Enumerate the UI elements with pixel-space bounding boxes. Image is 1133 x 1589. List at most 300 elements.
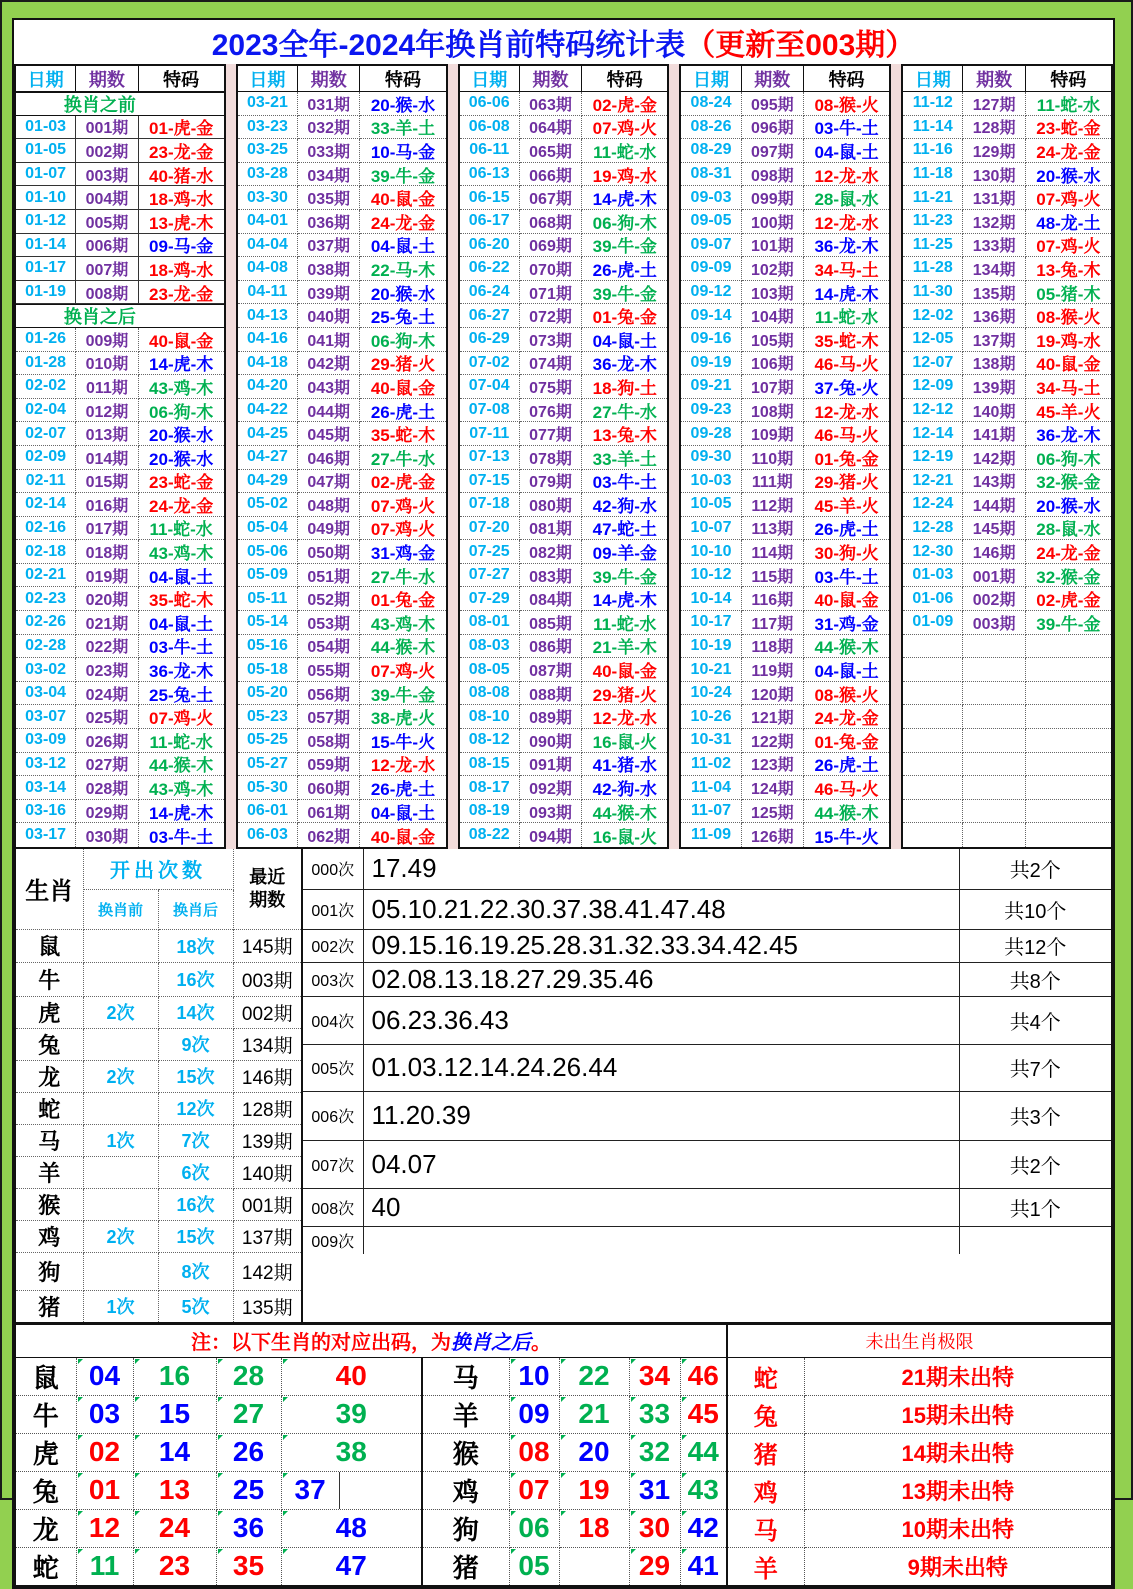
result-code: 08-猴-火	[804, 92, 889, 116]
result-code: 24-龙-金	[804, 705, 889, 729]
frequency-table	[303, 849, 1111, 1322]
result-code: 40-鼠-金	[360, 186, 445, 210]
result-date: 11-30	[903, 281, 963, 305]
result-row	[460, 682, 668, 706]
result-date	[903, 635, 963, 659]
result-period: 135期	[963, 281, 1025, 305]
result-period: 055期	[298, 658, 360, 682]
result-code: 39-牛-金	[360, 163, 445, 187]
zodiac-number: 39	[281, 1395, 421, 1433]
result-date: 03-02	[16, 658, 76, 682]
result-period: 038期	[298, 257, 360, 281]
result-code: 28-鼠-水	[1026, 517, 1111, 541]
zodiac-stats-table	[16, 849, 303, 1322]
result-period: 047期	[298, 470, 360, 494]
results-header-row	[903, 66, 1111, 92]
result-period: 073期	[520, 328, 582, 352]
result-date: 09-23	[681, 399, 741, 423]
result-row	[238, 823, 446, 847]
result-date: 02-28	[16, 635, 76, 659]
zodiac-stat-row	[16, 1124, 301, 1156]
result-period: 006期	[76, 234, 138, 258]
group-separator	[891, 64, 901, 849]
result-code: 13-兔-木	[582, 422, 667, 446]
result-row	[460, 753, 668, 777]
result-date	[903, 753, 963, 777]
result-date: 03-28	[238, 163, 298, 187]
zodiac-number: 46	[680, 1358, 727, 1396]
frequency-numbers: 40	[363, 1188, 959, 1226]
frequency-numbers: 04.07	[363, 1140, 959, 1188]
result-row	[681, 163, 889, 187]
result-code: 24-龙-金	[360, 210, 445, 234]
result-date: 06-29	[460, 328, 520, 352]
result-date: 01-03	[16, 116, 76, 140]
note-highlight: 换肖之后	[451, 1332, 531, 1354]
result-period: 025期	[76, 705, 138, 729]
result-date: 06-03	[238, 823, 298, 847]
frequency-row	[303, 1188, 1111, 1226]
result-period: 118期	[742, 635, 804, 659]
result-row	[903, 682, 1111, 706]
result-date: 02-11	[16, 470, 76, 494]
result-row	[238, 375, 446, 399]
result-code: 20-猴-水	[1026, 493, 1111, 517]
frequency-numbers: 09.15.16.19.25.28.31.32.33.34.42.45	[363, 929, 959, 962]
result-period: 010期	[76, 352, 138, 376]
result-period: 021期	[76, 611, 138, 635]
result-date: 05-30	[238, 776, 298, 800]
frequency-numbers: 01.03.12.14.24.26.44	[363, 1044, 959, 1091]
zodiac-name: 鸡	[16, 1220, 83, 1252]
result-code: 10-马-金	[360, 139, 445, 163]
period-column-header: 期数	[76, 66, 138, 91]
result-period: 014期	[76, 446, 138, 470]
result-row	[903, 658, 1111, 682]
result-code: 46-马-火	[804, 352, 889, 376]
result-code: 26-虎-土	[804, 517, 889, 541]
result-row	[238, 705, 446, 729]
result-period: 004期	[76, 186, 138, 210]
result-date: 08-17	[460, 776, 520, 800]
result-row	[903, 116, 1111, 140]
result-date: 12-07	[903, 352, 963, 376]
result-period: 033期	[298, 139, 360, 163]
result-period: 077期	[520, 422, 582, 446]
missing-zodiac: 鸡	[727, 1471, 804, 1509]
result-row	[681, 540, 889, 564]
result-date: 10-07	[681, 517, 741, 541]
result-row	[238, 470, 446, 494]
result-period	[963, 753, 1025, 777]
group-separator	[669, 64, 679, 849]
result-date: 01-17	[16, 257, 76, 281]
result-code: 37-兔-火	[804, 375, 889, 399]
result-row	[460, 470, 668, 494]
result-code: 14-虎-木	[139, 352, 224, 376]
result-period: 009期	[76, 328, 138, 352]
result-row	[460, 422, 668, 446]
result-date: 08-22	[460, 823, 520, 847]
result-period: 042期	[298, 352, 360, 376]
results-group	[14, 64, 226, 849]
result-code: 16-鼠-火	[582, 729, 667, 753]
results-header-row	[460, 66, 668, 92]
zodiac-number: 43	[680, 1471, 727, 1509]
result-period: 080期	[520, 493, 582, 517]
result-period: 079期	[520, 470, 582, 494]
date-column-header: 日期	[16, 66, 76, 91]
result-date: 06-24	[460, 281, 520, 305]
zodiac-number-map-left	[16, 1358, 421, 1585]
result-date: 06-27	[460, 304, 520, 328]
result-period	[963, 705, 1025, 729]
lottery-results-table	[14, 64, 1113, 849]
result-period	[963, 729, 1025, 753]
period-column-header: 期数	[520, 66, 582, 91]
result-date: 05-16	[238, 635, 298, 659]
result-row	[460, 493, 668, 517]
result-period: 108期	[742, 399, 804, 423]
zodiac-number: 04	[76, 1358, 133, 1396]
zodiac-codes-row	[422, 1358, 1111, 1396]
result-row	[460, 116, 668, 140]
result-date: 07-02	[460, 352, 520, 376]
result-code	[1026, 682, 1111, 706]
result-period: 061期	[298, 800, 360, 824]
zodiac-number-map-section	[14, 1324, 1113, 1587]
missing-periods-text: 14期未出特	[804, 1433, 1111, 1471]
result-row	[681, 234, 889, 258]
result-row	[16, 753, 224, 777]
result-date: 08-03	[460, 635, 520, 659]
frequency-row	[303, 1044, 1111, 1091]
result-date: 10-24	[681, 682, 741, 706]
zodiac-number	[559, 1547, 629, 1585]
result-code: 14-虎-木	[582, 587, 667, 611]
result-code: 28-鼠-水	[804, 186, 889, 210]
result-row	[16, 682, 224, 706]
count-before: 1次	[83, 1124, 158, 1156]
zodiac-number: 38	[281, 1433, 421, 1471]
result-row	[681, 611, 889, 635]
result-row	[681, 375, 889, 399]
result-period	[963, 800, 1025, 824]
result-row	[681, 352, 889, 376]
result-code: 31-鸡-金	[360, 540, 445, 564]
frequency-label: 001次	[303, 889, 363, 929]
result-row	[460, 352, 668, 376]
result-date: 03-16	[16, 800, 76, 824]
result-date: 04-13	[238, 304, 298, 328]
result-code: 19-鸡-水	[1026, 328, 1111, 352]
result-code: 02-虎-金	[582, 92, 667, 116]
result-code: 14-虎-木	[582, 186, 667, 210]
result-date	[903, 823, 963, 847]
zodiac-number: 36	[216, 1509, 281, 1547]
result-date: 05-20	[238, 682, 298, 706]
count-before	[83, 1188, 158, 1220]
result-row	[681, 139, 889, 163]
result-row	[460, 823, 668, 847]
results-group	[458, 64, 670, 849]
result-date: 06-20	[460, 234, 520, 258]
zodiac-number: 41	[680, 1547, 727, 1585]
result-period	[963, 823, 1025, 847]
zodiac-number: 16	[133, 1358, 216, 1396]
result-code: 03-牛-土	[582, 470, 667, 494]
result-period: 049期	[298, 517, 360, 541]
result-date: 02-23	[16, 587, 76, 611]
result-code: 45-羊-火	[804, 493, 889, 517]
result-row	[681, 399, 889, 423]
result-period: 051期	[298, 564, 360, 588]
zodiac-number: 24	[133, 1509, 216, 1547]
result-code	[1026, 705, 1111, 729]
result-code: 04-鼠-土	[804, 139, 889, 163]
result-code: 14-虎-木	[139, 800, 224, 824]
result-period: 039期	[298, 281, 360, 305]
result-row	[460, 729, 668, 753]
zodiac-stat-row	[16, 962, 301, 996]
section-label: 换肖之后	[63, 307, 136, 327]
frequency-total: 共4个	[959, 996, 1111, 1044]
result-period: 027期	[76, 753, 138, 777]
result-code: 47-蛇-土	[582, 517, 667, 541]
result-row	[903, 92, 1111, 116]
note-text	[16, 1325, 726, 1357]
count-before: 2次	[83, 996, 158, 1028]
result-row	[16, 776, 224, 800]
count-after: 15次	[158, 1060, 233, 1092]
result-period: 045期	[298, 422, 360, 446]
result-date: 05-27	[238, 753, 298, 777]
result-code	[1026, 776, 1111, 800]
result-code: 07-鸡-火	[360, 493, 445, 517]
result-code: 35-蛇-木	[804, 328, 889, 352]
result-period: 031期	[298, 92, 360, 116]
zodiac-name: 猴	[422, 1433, 509, 1471]
result-row	[681, 493, 889, 517]
frequency-label: 005次	[303, 1044, 363, 1091]
result-period: 002期	[963, 587, 1025, 611]
result-period: 026期	[76, 729, 138, 753]
zodiac-name: 虎	[16, 1433, 76, 1471]
frequency-numbers: 17.49	[363, 849, 959, 889]
zodiac-codes-row	[16, 1358, 1111, 1585]
result-row	[460, 281, 668, 305]
result-code: 40-鼠-金	[582, 658, 667, 682]
result-row	[16, 493, 224, 517]
result-code	[1026, 753, 1111, 777]
result-date: 08-31	[681, 163, 741, 187]
result-row	[903, 281, 1111, 305]
zodiac-number: 22	[559, 1358, 629, 1396]
zodiac-number: 03	[76, 1395, 133, 1433]
result-row	[903, 304, 1111, 328]
result-row	[238, 587, 446, 611]
result-row	[903, 776, 1111, 800]
result-date: 05-04	[238, 517, 298, 541]
missing-periods-text: 15期未出特	[804, 1395, 1111, 1433]
date-column-header: 日期	[903, 66, 963, 91]
result-period: 090期	[520, 729, 582, 753]
missing-periods-text: 21期未出特	[804, 1358, 1111, 1396]
result-period: 119期	[742, 658, 804, 682]
code-column-header: 特码	[384, 69, 421, 90]
frequency-total: 共1个	[959, 1188, 1111, 1226]
result-code: 44-猴-木	[804, 800, 889, 824]
result-row	[238, 658, 446, 682]
result-row	[903, 729, 1111, 753]
result-period: 140期	[963, 399, 1025, 423]
result-date: 12-21	[903, 470, 963, 494]
zodiac-name: 牛	[16, 962, 83, 996]
result-code: 43-鸡-木	[139, 776, 224, 800]
result-row	[903, 564, 1111, 588]
result-date: 04-22	[238, 399, 298, 423]
result-row	[460, 375, 668, 399]
result-date: 02-02	[16, 375, 76, 399]
result-period: 099期	[742, 186, 804, 210]
zodiac-name: 兔	[16, 1028, 83, 1060]
frequency-label: 002次	[303, 929, 363, 962]
result-row	[238, 564, 446, 588]
result-row	[238, 163, 446, 187]
result-code: 16-鼠-火	[592, 827, 657, 847]
result-row	[681, 564, 889, 588]
result-period: 110期	[742, 446, 804, 470]
result-date: 12-24	[903, 493, 963, 517]
zodiac-number: 12	[76, 1509, 133, 1547]
result-row	[238, 210, 446, 234]
result-date: 05-06	[238, 540, 298, 564]
frequency-label: 008次	[303, 1188, 363, 1226]
result-date: 02-04	[16, 399, 76, 423]
result-code: 09-羊-金	[582, 540, 667, 564]
result-period: 084期	[520, 587, 582, 611]
result-date: 02-07	[16, 422, 76, 446]
result-period: 071期	[520, 281, 582, 305]
zodiac-name: 猪	[16, 1290, 83, 1322]
frequency-row	[303, 1091, 1111, 1140]
result-code: 03-牛-土	[804, 116, 889, 140]
result-row	[681, 470, 889, 494]
result-date: 11-09	[681, 823, 741, 847]
result-period: 091期	[520, 753, 582, 777]
result-row	[903, 470, 1111, 494]
zodiac-number: 29	[629, 1547, 680, 1585]
result-date: 02-14	[16, 493, 76, 517]
result-row	[460, 776, 668, 800]
result-row	[238, 517, 446, 541]
recent-period: 139期	[233, 1124, 301, 1156]
result-row	[681, 635, 889, 659]
result-row	[903, 517, 1111, 541]
result-code: 26-虎-土	[804, 753, 889, 777]
result-code: 36-龙-木	[804, 234, 889, 258]
result-date: 03-12	[16, 753, 76, 777]
result-date: 07-15	[460, 470, 520, 494]
zodiac-name: 马	[422, 1358, 509, 1396]
zodiac-number: 47	[281, 1547, 421, 1585]
result-code: 40-鼠-金	[360, 375, 445, 399]
result-code: 24-龙-金	[139, 493, 224, 517]
result-date: 09-12	[681, 281, 741, 305]
result-row	[903, 375, 1111, 399]
result-period	[963, 682, 1025, 706]
result-row	[903, 705, 1111, 729]
result-code: 08-猴-火	[1026, 304, 1111, 328]
zodiac-name: 鼠	[16, 1358, 76, 1396]
result-date: 01-03	[903, 564, 963, 588]
counts-column-header: 开出次数	[83, 849, 233, 889]
result-row	[238, 257, 446, 281]
result-date: 11-16	[903, 139, 963, 163]
result-date: 12-09	[903, 375, 963, 399]
result-date: 01-12	[16, 210, 76, 234]
result-row	[238, 234, 446, 258]
result-code: 01-虎-金	[139, 116, 224, 140]
after-change-header: 换肖后	[158, 889, 233, 929]
result-period: 075期	[520, 375, 582, 399]
frequency-row	[303, 929, 1111, 962]
result-date: 01-05	[16, 139, 76, 163]
result-row	[460, 635, 668, 659]
count-after: 16次	[158, 962, 233, 996]
result-code: 39-牛-金	[582, 234, 667, 258]
result-period: 057期	[298, 705, 360, 729]
result-code: 39-牛-金	[582, 564, 667, 588]
result-code: 12-龙-水	[360, 753, 445, 777]
result-code: 40-鼠-金	[804, 587, 889, 611]
zodiac-number: 30	[629, 1509, 680, 1547]
result-period: 003期	[76, 163, 138, 187]
result-code: 34-马-土	[804, 257, 889, 281]
zodiac-codes-row	[16, 1395, 421, 1433]
frequency-label: 003次	[303, 962, 363, 996]
result-period: 125期	[742, 800, 804, 824]
result-row	[16, 517, 224, 541]
result-code: 11-蛇-水	[139, 729, 224, 753]
result-date: 06-01	[238, 800, 298, 824]
zodiac-name: 羊	[422, 1395, 509, 1433]
result-row	[238, 304, 446, 328]
result-date: 07-25	[460, 540, 520, 564]
result-period: 035期	[298, 186, 360, 210]
result-period: 003期	[963, 611, 1025, 635]
result-date: 10-17	[681, 611, 741, 635]
zodiac-stat-row	[16, 1060, 301, 1092]
result-row	[16, 281, 224, 305]
zodiac-number: 01	[76, 1471, 133, 1509]
result-date: 06-08	[460, 116, 520, 140]
result-period: 067期	[520, 186, 582, 210]
result-code: 02-虎-金	[360, 470, 445, 494]
result-period: 088期	[520, 682, 582, 706]
result-date: 08-01	[460, 611, 520, 635]
result-date: 11-02	[681, 753, 741, 777]
recent-period: 003期	[233, 962, 301, 996]
result-date: 09-03	[681, 186, 741, 210]
result-period: 065期	[520, 139, 582, 163]
zodiac-number: 34	[629, 1358, 680, 1396]
result-date: 08-29	[681, 139, 741, 163]
result-date: 02-26	[16, 611, 76, 635]
zodiac-name: 鸡	[422, 1471, 509, 1509]
result-code: 38-虎-火	[360, 705, 445, 729]
result-period: 085期	[520, 611, 582, 635]
